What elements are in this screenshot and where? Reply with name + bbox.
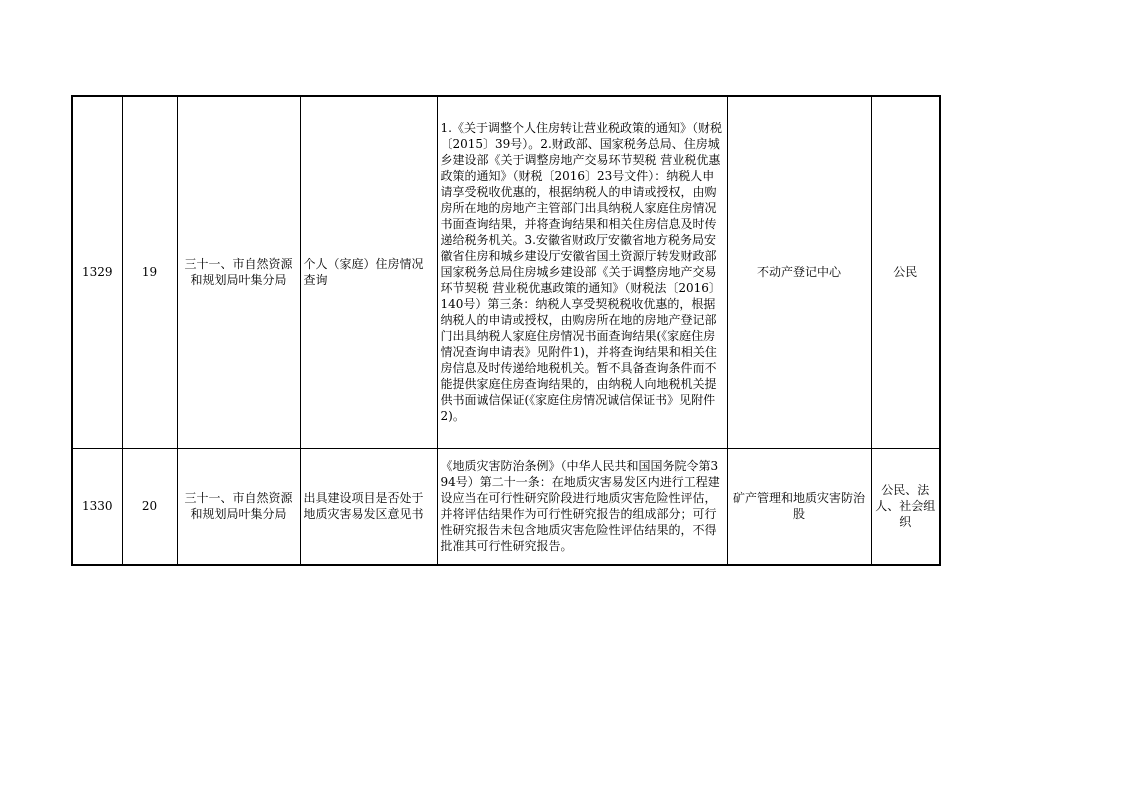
- table-row: [72, 448, 940, 565]
- department-cell: 三十一、市自然资源和规划局叶集分局: [177, 448, 300, 565]
- basis-cell: 《地质灾害防治条例》（中华人民共和国国务院令第394号）第二十一条：在地质灾害易发区内进行工程建设应当在可行性研究阶段进行地质灾害危险性评估，并将评估结果作为可行性研究报告的组成部分；可行性研究报告未包含地质灾害危险性评估结果的，不得批准其可行性研究报告。: [437, 448, 727, 565]
- data-table: [71, 95, 941, 566]
- sub-seq-cell: 20: [122, 448, 177, 565]
- item-cell: 出具建设项目是否处于地质灾害易发区意见书: [300, 448, 437, 565]
- basis-cell: 1.《关于调整个人住房转让营业税政策的通知》（财税〔2015〕39号）。2.财政部、国家税务总局、住房城乡建设部《关于调整房地产交易环节契税 营业税优惠政策的通知》（财税〔2016〕23号文件）：纳税人申请享受税收优惠的，根据纳税人的申请或授权，由购房所在地的房地产主管部门出具纳税人家庭住房情况书面查询结果，并将查询结果和相关住房信息及时传递给税务机关。3.安徽省财政厅安徽省地方税务局安徽省住房和城乡建设厅安徽省国土资源厅转发财政部国家税务总局住房城乡建设部《关于调整房地产交易环节契税 营业税优惠政策的通知》（财税法〔2016〕140号）第三条：纳税人享受契税税收优惠的，根据纳税人的申请或授权，由购房所在地的房地产登记部门出具纳税人家庭住房情况书面查询结果(《家庭住房情况查询申请表》见附件1)，并将查询结果和相关住房信息及时传递给地税机关。暂不具备查询条件而不能提供家庭住房查询结果的，由纳税人向地税机关提供书面诚信保证(《家庭住房情况诚信保证书》见附件2)。: [437, 96, 727, 448]
- target-cell: 公民: [871, 96, 940, 448]
- table-row: [72, 96, 940, 448]
- seq-cell: 1330: [72, 448, 122, 565]
- seq-cell: 1329: [72, 96, 122, 448]
- unit-cell: 不动产登记中心: [727, 96, 871, 448]
- sub-seq-cell: 19: [122, 96, 177, 448]
- department-cell: 三十一、市自然资源和规划局叶集分局: [177, 96, 300, 448]
- target-cell: 公民、法人、社会组织: [871, 448, 940, 565]
- unit-cell: 矿产管理和地质灾害防治股: [727, 448, 871, 565]
- item-cell: 个人（家庭）住房情况查询: [300, 96, 437, 448]
